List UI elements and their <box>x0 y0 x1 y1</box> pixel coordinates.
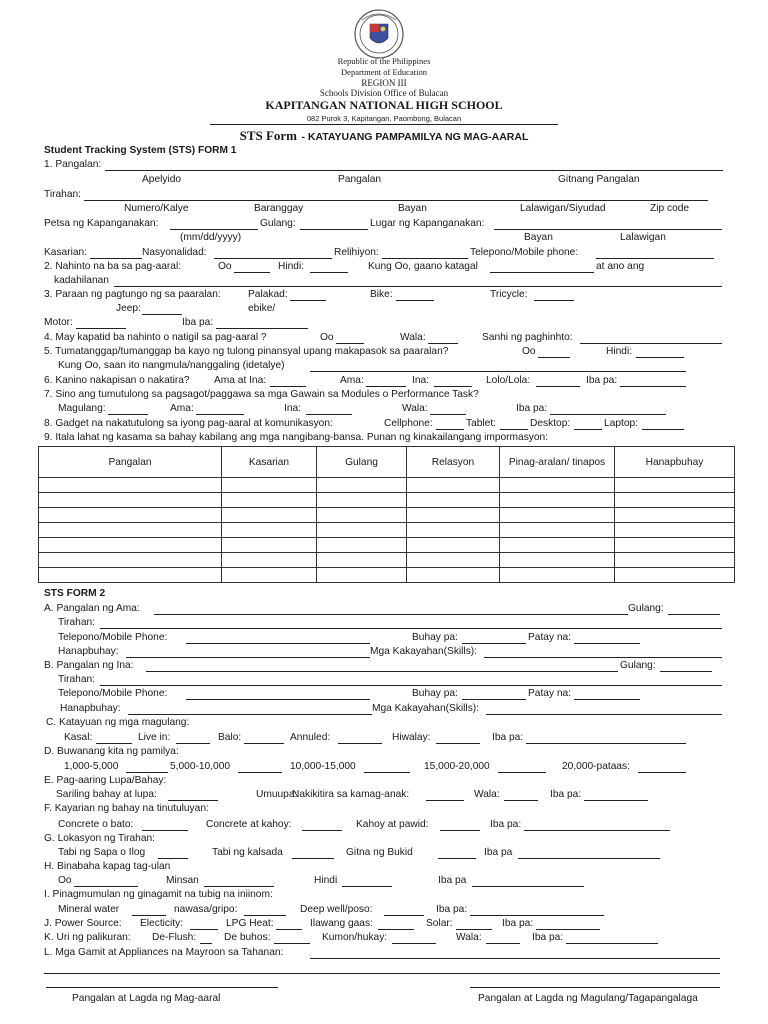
f-label: F. Kayarian ng bahay na tinutuluyan: <box>44 803 209 814</box>
household-table <box>38 446 735 583</box>
i-option-4: Iba pa: <box>436 904 468 915</box>
h-option-2-field[interactable] <box>204 886 274 887</box>
q6-ama: Ama: <box>340 375 364 386</box>
e-option-4: Wala: <box>474 789 500 800</box>
table-cell[interactable] <box>39 568 222 583</box>
a-tirahan: Tirahan: <box>58 617 95 628</box>
q4-sanhi-field[interactable] <box>580 343 722 344</box>
q3-jeep: Jeep: <box>116 303 141 314</box>
q4-oo-field[interactable] <box>336 343 364 344</box>
q7-magulang: Magulang: <box>58 403 106 414</box>
q3-motor: Motor: <box>44 317 73 328</box>
c-livein: Live in: <box>138 732 171 743</box>
q7-iba-field[interactable] <box>550 414 666 415</box>
e-option-5: Iba pa: <box>550 789 582 800</box>
table-row <box>39 478 735 493</box>
e-option-2: Umuupa: <box>256 789 298 800</box>
q6-ina: Ina: <box>412 375 429 386</box>
q8-desktop: Desktop: <box>530 418 571 429</box>
relihiyon-label: Relihiyon: <box>334 247 379 258</box>
apelyido-caption: Apelyido <box>142 174 182 185</box>
e-option-3: Nakikitira sa kamag-anak: <box>292 789 410 800</box>
b-tirahan: Tirahan: <box>58 674 95 685</box>
q3-iba-pa: Iba pa: <box>182 317 214 328</box>
table-cell[interactable] <box>222 553 317 568</box>
table-cell[interactable] <box>407 553 500 568</box>
deped-seal-logo <box>350 8 408 60</box>
tirahan-label: Tirahan: <box>44 189 81 200</box>
g-option-3: Gitna ng Bukid <box>346 847 413 858</box>
c-livein-field[interactable] <box>176 743 210 744</box>
table-cell[interactable] <box>407 538 500 553</box>
table-row <box>39 538 735 553</box>
j-option-1-field[interactable] <box>190 929 218 930</box>
h-option-1: Oo <box>58 875 72 886</box>
table-cell[interactable] <box>615 508 735 523</box>
q7-ina-field[interactable] <box>306 414 352 415</box>
q8-cellphone: Cellphone: <box>384 418 433 429</box>
lalawigan2-caption: Lalawigan <box>620 232 666 243</box>
q2-hindi: Hindi: <box>278 261 305 272</box>
a-telepono: Telepono/Mobile Phone: <box>58 632 168 643</box>
c-kasal-field[interactable] <box>96 743 132 744</box>
table-cell[interactable] <box>317 493 407 508</box>
a-name-field[interactable] <box>154 614 628 615</box>
c-hiwalay: Hiwalay: <box>392 732 431 743</box>
q7-wala-field[interactable] <box>430 414 466 415</box>
table-cell[interactable] <box>39 553 222 568</box>
barangay-caption: Baranggay <box>254 203 304 214</box>
numero-caption: Numero/Kalye <box>124 203 189 214</box>
kasarian-label: Kasarian: <box>44 247 88 258</box>
h-option-4: Iba pa <box>438 875 467 886</box>
q8-laptop-field[interactable] <box>642 429 684 430</box>
school-address: 082 Purok 3, Kapitangan, Paombong, Bulacan <box>306 114 462 123</box>
table-cell[interactable] <box>317 553 407 568</box>
nasyonalidad-field[interactable] <box>214 258 332 259</box>
h-option-1-field[interactable] <box>74 886 138 887</box>
q8-tablet-field[interactable] <box>500 429 528 430</box>
j-option-1: Electicity: <box>140 918 184 929</box>
lugar-label: Lugar ng Kapanganakan: <box>370 218 485 229</box>
table-cell[interactable] <box>500 493 615 508</box>
g-option-4: Iba pa <box>484 847 513 858</box>
b-hanapbuhay: Hanapbuhay: <box>60 703 121 714</box>
f-option-4: Iba pa: <box>490 819 522 830</box>
i-option-3: Deep well/poso: <box>300 904 373 915</box>
g-option-1: Tabi ng Sapa o Ilog <box>58 847 146 858</box>
q3-palakad: Palakad: <box>248 289 288 300</box>
table-cell[interactable] <box>615 523 735 538</box>
q5-kung-field[interactable] <box>310 371 686 372</box>
parent-signature-label: Pangalan at Lagda ng Magulang/Tagapangalaga <box>478 993 698 1004</box>
c-iba: Iba pa: <box>492 732 524 743</box>
table-row <box>39 508 735 523</box>
b-kakayahan-field[interactable] <box>486 714 722 715</box>
q6-ina-field[interactable] <box>434 386 472 387</box>
q3-label: 3. Paraan ng pagtungo ng sa paaralan: <box>44 289 221 300</box>
b-name-field[interactable] <box>146 671 618 672</box>
e-label: E. Pag-aaring Lupa/Bahay: <box>44 775 167 786</box>
f-option-3-field[interactable] <box>440 830 480 831</box>
table-cell[interactable] <box>407 493 500 508</box>
q2-kadahilanan-field[interactable] <box>114 286 722 287</box>
b-gulang-field[interactable] <box>660 671 712 672</box>
q8-laptop: Laptop: <box>604 418 638 429</box>
q7-ama-field[interactable] <box>196 414 244 415</box>
f-option-2-field[interactable] <box>302 830 342 831</box>
b-patay-field[interactable] <box>574 699 640 700</box>
i-option-1-field[interactable] <box>132 915 166 916</box>
q2-kung-oo: Kung Oo, gaano katagal <box>368 261 478 272</box>
q1-label: 1. Pangalan: <box>44 159 102 170</box>
q3-tricycle-field[interactable] <box>534 300 574 301</box>
table-cell[interactable] <box>407 508 500 523</box>
c-iba-field[interactable] <box>526 743 686 744</box>
j-option-3-field[interactable] <box>378 929 414 930</box>
h-option-4-field[interactable] <box>472 886 584 887</box>
table-cell[interactable] <box>317 523 407 538</box>
col-hanapbuhay: Hanapbuhay <box>615 447 735 478</box>
q5-kung: Kung Oo, saan ito nangmula/nanggaling (idetalye) <box>58 360 285 371</box>
a-buhay-field[interactable] <box>462 643 526 644</box>
bayan2-caption: Bayan <box>524 232 553 243</box>
q9-label: 9. Itala lahat ng kasama sa bahay kabilang ang mga nangibang-bansa. Punan ng kinakailangang impormasyon: <box>44 432 549 443</box>
d-option-5: 20,000-pataas: <box>562 761 630 772</box>
col-pangalan: Pangalan <box>39 447 222 478</box>
table-cell[interactable] <box>39 523 222 538</box>
table-cell[interactable] <box>615 493 735 508</box>
table-cell[interactable] <box>500 508 615 523</box>
q6-lolo-field[interactable] <box>536 386 580 387</box>
a-hanapbuhay-field[interactable] <box>126 657 370 658</box>
q2-kadahilanan: kadahilanan <box>54 275 109 286</box>
d-option-4: 15,000-20,000 <box>424 761 490 772</box>
a-tirahan-field[interactable] <box>100 628 722 629</box>
relihiyon-field[interactable] <box>382 258 468 259</box>
e-option-3-field[interactable] <box>426 800 464 801</box>
school-name: KAPITANGAN NATIONAL HIGH SCHOOL <box>265 98 503 112</box>
f-option-2: Concrete at kahoy: <box>206 819 292 830</box>
q2-at-ano: at ano ang <box>596 261 645 272</box>
petsa-label: Petsa ng Kapanganakan: <box>44 218 159 229</box>
q3-jeep-field[interactable] <box>142 314 182 315</box>
q7-wala: Wala: <box>402 403 428 414</box>
i-option-2: nawasa/gripo: <box>174 904 238 915</box>
telepono-field[interactable] <box>596 258 714 259</box>
e-option-5-field[interactable] <box>584 800 648 801</box>
l-label: L. Mga Gamit at Appliances na Mayroon sa Tahanan: <box>44 947 284 958</box>
a-kakayahan: Mga Kakayahan(Skills): <box>370 646 478 657</box>
a-label: A. Pangalan ng Ama: <box>44 603 140 614</box>
q6-ama-at-ina-field[interactable] <box>270 386 306 387</box>
q6-iba-field[interactable] <box>620 386 686 387</box>
q4-wala: Wala: <box>400 332 426 343</box>
q3-bike: Bike: <box>370 289 393 300</box>
nasyonalidad-label: Nasyonalidad: <box>142 247 207 258</box>
i-option-3-field[interactable] <box>384 915 424 916</box>
c-label: C. Katayuan ng mga magulang: <box>46 717 190 728</box>
c-annuled: Annuled: <box>290 732 331 743</box>
q2-oo-field[interactable] <box>234 272 270 273</box>
b-telepono-field[interactable] <box>186 699 370 700</box>
q2-oo: Oo <box>218 261 232 272</box>
f-option-4-field[interactable] <box>524 830 670 831</box>
j-option-4: Solar: <box>426 918 453 929</box>
table-cell[interactable] <box>500 568 615 583</box>
table-cell[interactable] <box>500 538 615 553</box>
q3-palakad-field[interactable] <box>290 300 326 301</box>
i-option-2-field[interactable] <box>244 915 286 916</box>
table-cell[interactable] <box>500 523 615 538</box>
a-patay: Patay na: <box>528 632 572 643</box>
b-gulang: Gulang: <box>620 660 656 671</box>
telepono-label: Telepono/Mobile phone: <box>470 247 579 258</box>
table-row <box>39 553 735 568</box>
e-option-4-field[interactable] <box>504 800 538 801</box>
q7-ama: Ama: <box>170 403 194 414</box>
table-cell[interactable] <box>39 538 222 553</box>
mmdd-caption: (mm/dd/yyyy) <box>180 232 242 243</box>
table-cell[interactable] <box>317 478 407 493</box>
q3-motor-field[interactable] <box>76 328 126 329</box>
e-option-1-field[interactable] <box>168 800 218 801</box>
q3-bike-field[interactable] <box>396 300 434 301</box>
table-cell[interactable] <box>317 508 407 523</box>
table-cell[interactable] <box>615 478 735 493</box>
table-cell[interactable] <box>39 508 222 523</box>
d-label: D. Buwanang kita ng pamilya: <box>44 746 179 757</box>
table-cell[interactable] <box>317 568 407 583</box>
q7-label: 7. Sino ang tumutulong sa pagsagot/paggawa sa mga Gawain sa Modules o Performance Task? <box>44 389 479 400</box>
b-telepono: Telepono/Mobile Phone: <box>58 688 168 699</box>
a-kakayahan-field[interactable] <box>484 657 722 658</box>
i-label: I. Pinagmumulan ng ginagamit na tubig na iniinom: <box>44 889 273 900</box>
d-option-5-field[interactable] <box>638 772 686 773</box>
table-cell[interactable] <box>222 568 317 583</box>
b-patay: Patay na: <box>528 688 572 699</box>
e-option-1: Sariling bahay at lupa: <box>56 789 157 800</box>
j-option-2-field[interactable] <box>276 929 302 930</box>
q8-desktop-field[interactable] <box>574 429 602 430</box>
b-kakayahan: Mga Kakayahan(Skills): <box>372 703 480 714</box>
k-option-1-field[interactable] <box>200 943 212 944</box>
i-option-1: Mineral water <box>58 904 120 915</box>
table-row <box>39 523 735 538</box>
q5-hindi: Hindi: <box>606 346 633 357</box>
l-field-2[interactable] <box>44 973 720 974</box>
tirahan-field[interactable] <box>84 200 708 201</box>
student-signature-label: Pangalan at Lagda ng Mag-aaral <box>72 993 221 1004</box>
col-relasyon: Relasyon <box>407 447 500 478</box>
k-option-3-field[interactable] <box>392 943 436 944</box>
gitnang-caption: Gitnang Pangalan <box>558 174 640 185</box>
c-kasal: Kasal: <box>64 732 93 743</box>
k-option-2: De buhos: <box>224 932 271 943</box>
q2-katagal-field[interactable] <box>490 272 594 273</box>
table-cell[interactable] <box>407 478 500 493</box>
a-gulang: Gulang: <box>628 603 664 614</box>
table-cell[interactable] <box>407 568 500 583</box>
d-option-2: 5,000-10,000 <box>170 761 231 772</box>
gulang-field[interactable] <box>300 229 368 230</box>
q6-ama-at-ina: Ama at Ina: <box>214 375 267 386</box>
table-cell[interactable] <box>39 493 222 508</box>
table-cell[interactable] <box>222 538 317 553</box>
q8-label: 8. Gadget na nakatutulong sa iyong pag-aaral at komunikasyon: <box>44 418 333 429</box>
b-label: B. Pangalan ng Ina: <box>44 660 134 671</box>
form-subtitle: - KATAYUANG PAMPAMILYA NG MAG-AARAL <box>301 131 529 143</box>
student-signature-line[interactable] <box>46 987 278 988</box>
table-cell[interactable] <box>222 493 317 508</box>
lugar-field[interactable] <box>494 229 722 230</box>
l-field-1[interactable] <box>310 958 720 959</box>
q7-ina: Ina: <box>284 403 301 414</box>
b-buhay-field[interactable] <box>462 699 526 700</box>
c-annuled-field[interactable] <box>338 743 382 744</box>
q5-oo: Oo <box>522 346 536 357</box>
table-row <box>39 493 735 508</box>
d-option-4-field[interactable] <box>498 772 546 773</box>
q3-iba-field[interactable] <box>216 328 308 329</box>
bayan-caption: Bayan <box>398 203 427 214</box>
k-label: K. Uri ng palikuran: <box>44 932 131 943</box>
header-division: Schools Division Office of Bulacan <box>319 88 449 98</box>
q2-hindi-field[interactable] <box>310 272 348 273</box>
q6-lolo-lola: Lolo/Lola: <box>486 375 531 386</box>
f-option-1: Concrete o bato: <box>58 819 134 830</box>
q2-label: 2. Nahinto na ba sa pag-aaral: <box>44 261 182 272</box>
c-balo-field[interactable] <box>244 743 284 744</box>
table-cell[interactable] <box>615 568 735 583</box>
form-title: STS Form <box>239 128 298 143</box>
j-option-5-field[interactable] <box>536 929 600 930</box>
a-gulang-field[interactable] <box>668 614 720 615</box>
k-option-5: Iba pa: <box>532 932 564 943</box>
j-option-5: Iba pa: <box>502 918 534 929</box>
table-cell[interactable] <box>615 538 735 553</box>
g-option-2: Tabi ng kalsada <box>212 847 283 858</box>
table-cell[interactable] <box>39 478 222 493</box>
f-option-1-field[interactable] <box>142 830 188 831</box>
c-hiwalay-field[interactable] <box>436 743 480 744</box>
q5-label: 5. Tumatanggap/tumanggap ba kayo ng tulong pinansyal upang makapasok sa paaralan? <box>44 346 449 357</box>
lalawigan-siyudad-caption: Lalawigan/Siyudad <box>520 203 606 214</box>
table-cell[interactable] <box>222 523 317 538</box>
g-option-3-field[interactable] <box>438 858 476 859</box>
a-buhay: Buhay pa: <box>412 632 458 643</box>
pangalan-caption: Pangalan <box>338 174 382 185</box>
zip-caption: Zip code <box>650 203 690 214</box>
col-gulang: Gulang <box>317 447 407 478</box>
table-cell[interactable] <box>407 523 500 538</box>
table-cell[interactable] <box>500 478 615 493</box>
q8-tablet: Tablet: <box>466 418 497 429</box>
q6-ama-field[interactable] <box>366 386 406 387</box>
col-pinag-aralan: Pinag-aralan/ tinapos <box>500 447 615 478</box>
table-cell[interactable] <box>500 553 615 568</box>
b-buhay: Buhay pa: <box>412 688 458 699</box>
k-option-1: De-Flush: <box>152 932 197 943</box>
d-option-1-field[interactable] <box>126 772 168 773</box>
q7-iba-pa: Iba pa: <box>516 403 548 414</box>
k-option-4-field[interactable] <box>486 943 520 944</box>
table-cell[interactable] <box>222 508 317 523</box>
q1-field[interactable] <box>105 170 723 171</box>
j-option-3: Ilawang gaas: <box>310 918 373 929</box>
kasarian-field[interactable] <box>90 258 142 259</box>
form2-title: STS FORM 2 <box>44 588 106 599</box>
b-hanapbuhay-field[interactable] <box>128 714 372 715</box>
q4-oo: Oo <box>320 332 334 343</box>
j-option-4-field[interactable] <box>456 929 492 930</box>
h-label: H. Binabaha kapag tag-ulan <box>44 861 171 872</box>
q4-wala-field[interactable] <box>428 343 458 344</box>
q7-magulang-field[interactable] <box>108 414 148 415</box>
g-option-4-field[interactable] <box>518 858 660 859</box>
k-option-3: Kumon/hukay: <box>322 932 388 943</box>
q6-iba-pa: Iba pa: <box>586 375 618 386</box>
q3-ebike: ebike/ <box>248 303 276 314</box>
q4-sanhi: Sanhi ng paghinhto: <box>482 332 573 343</box>
d-option-2-field[interactable] <box>238 772 282 773</box>
form-heading <box>0 127 768 145</box>
a-telepono-field[interactable] <box>186 643 370 644</box>
table-row <box>39 568 735 583</box>
table-cell[interactable] <box>317 538 407 553</box>
gulang-label: Gulang: <box>260 218 296 229</box>
q8-cellphone-field[interactable] <box>436 429 464 430</box>
d-option-1: 1,000-5,000 <box>64 761 119 772</box>
g-label: G. Lokasyon ng Tirahan: <box>44 833 155 844</box>
c-balo: Balo: <box>218 732 242 743</box>
k-option-2-field[interactable] <box>274 943 310 944</box>
h-option-2: Minsan <box>166 875 199 886</box>
q5-hindi-field[interactable] <box>636 357 684 358</box>
parent-signature-line[interactable] <box>470 987 720 988</box>
d-option-3: 10,000-15,000 <box>290 761 356 772</box>
h-option-3-field[interactable] <box>342 886 392 887</box>
table-cell[interactable] <box>222 478 317 493</box>
q5-oo-field[interactable] <box>538 357 570 358</box>
table-cell[interactable] <box>615 553 735 568</box>
q3-tricycle: Tricycle: <box>490 289 528 300</box>
k-option-5-field[interactable] <box>566 943 658 944</box>
j-label: J. Power Source: <box>44 918 122 929</box>
q4-label: 4. May kapatid ba nahinto o natigil sa pag-aaral ? <box>44 332 267 343</box>
h-option-3: Hindi <box>314 875 338 886</box>
col-kasarian: Kasarian <box>222 447 317 478</box>
header-department: Department of Education <box>341 67 427 77</box>
header-region: REGION III <box>361 78 407 88</box>
k-option-4: Wala: <box>456 932 482 943</box>
a-hanapbuhay: Hanapbuhay: <box>58 646 119 657</box>
f-option-3: Kahoy at pawid: <box>356 819 429 830</box>
j-option-2: LPG Heat: <box>226 918 274 929</box>
g-option-2-field[interactable] <box>292 858 334 859</box>
petsa-field[interactable] <box>170 229 258 230</box>
i-option-4-field[interactable] <box>470 915 604 916</box>
q6-label: 6. Kanino nakapisan o nakatira? <box>44 375 190 386</box>
form1-title: Student Tracking System (STS) FORM 1 <box>44 145 237 156</box>
d-option-3-field[interactable] <box>364 772 410 773</box>
a-patay-field[interactable] <box>574 643 640 644</box>
b-tirahan-field[interactable] <box>100 685 722 686</box>
header-republic: Republic of the Philippines <box>337 56 431 66</box>
g-option-1-field[interactable] <box>158 858 188 859</box>
